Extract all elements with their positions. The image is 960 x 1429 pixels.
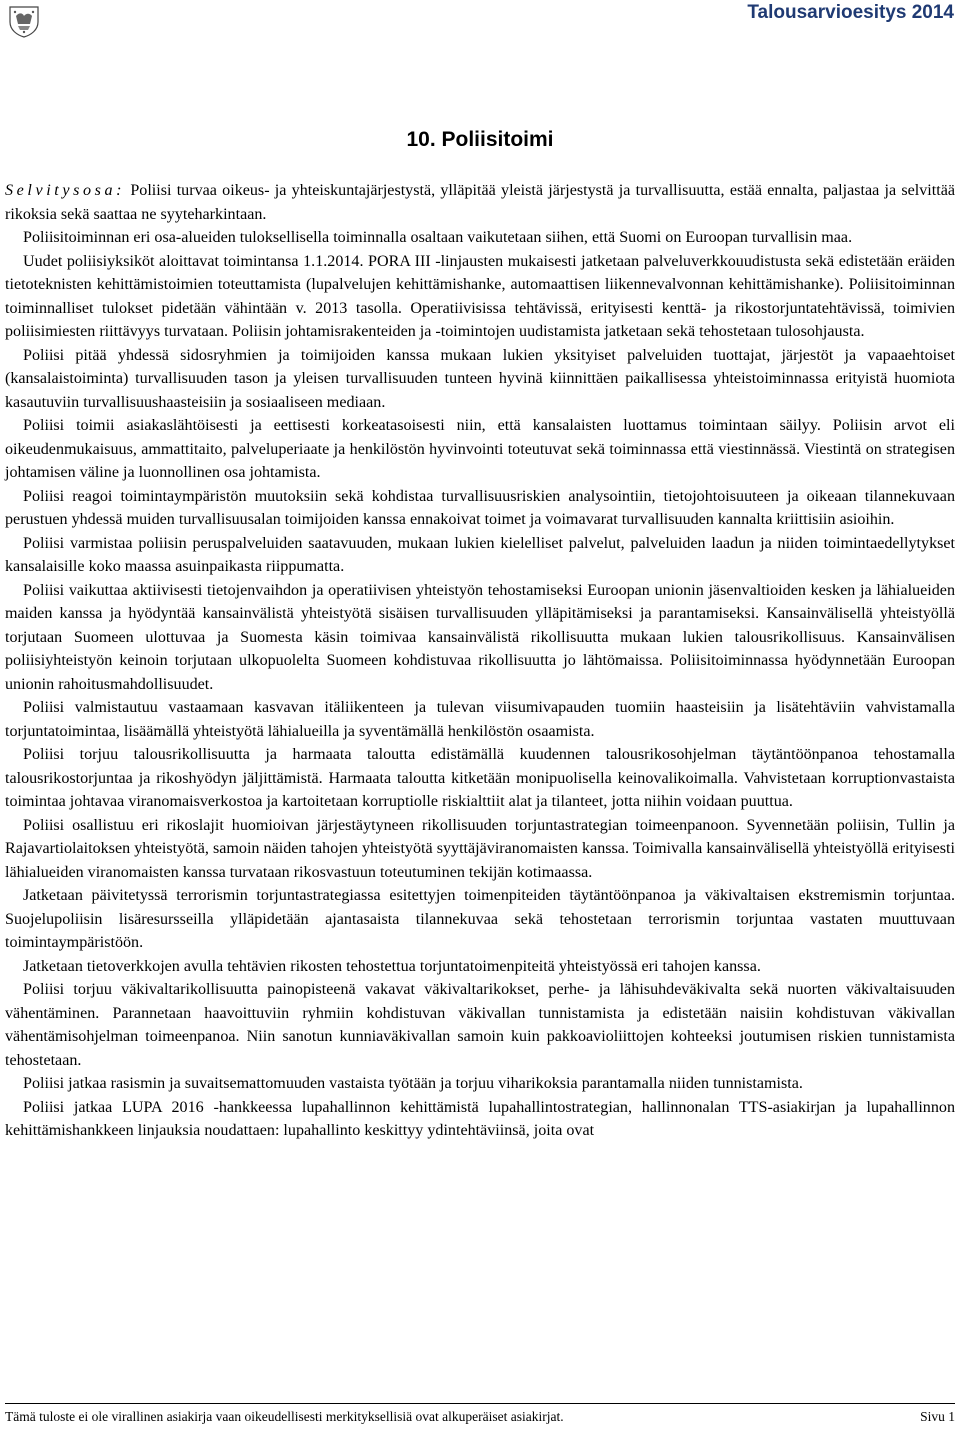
paragraph: Poliisi pitää yhdessä sidosryhmien ja toimijoiden kanssa mukaan lukien yksityiset palveluiden tuottajat, järjestöt ja vapaaehtoiset (kansalaistoiminta) turvallisuuden tason ja yleisen turvallisuuden tunteen hyvinä kiinnittäen paikallisessa yhteistoiminnassa erityistä huomiota kasautuviin turvallisuushaasteisiin ja sosiaaliseen mediaan. (5, 346, 955, 411)
paragraph: Poliisi jatkaa rasismin ja suvaitsemattomuuden vastaista työtään ja torjuu viharikoksia parantamalla niiden tunnistamista. (23, 1075, 803, 1092)
paragraph: Uudet poliisiyksiköt aloittavat toimintansa 1.1.2014. PORA III -linjausten mukaisesti jatketaan palveluverkkouudistusta sekä edistetään eräiden tietoteknisten kehittämistoimien toteuttamista (lupalvelujen kehittämishanke, automaattisen liikennevalvonnan kehittämishanke). Poliisitoiminnan toiminnalliset tulokset pidetään vähintään v. 2013 tasolla. Operatiivisissa tehtävissä, erityisesti kenttä- ja rikostorjuntatehtävissä, toimivien poliisimiesten riittävyys turvataan. Poliisin johtamisrakenteiden ja -toimintojen uudistamista jatketaan sekä tehostetaan tulosohjausta. (5, 252, 955, 340)
intro-paragraph (5, 179, 955, 226)
intro-label: Selvitysosa: (5, 182, 126, 199)
paragraph-text: Poliisi turvaa oikeus- ja yhteiskuntajärjestystä, ylläpitää yleistä järjestystä ja turvallisuutta, estää ennalta, paljastaa ja selvittää rikoksia sekä saattaa ne syyteharkintaan. (5, 182, 955, 223)
page-title: 10. Poliisitoimi (406, 128, 554, 151)
footer-divider (5, 1403, 955, 1404)
header-title: Talousarvioesitys 2014 (747, 2, 954, 23)
paragraph: Poliisi torjuu talousrikollisuutta ja harmaata taloutta edistämällä kuudennen talousrikosohjelman täytäntöönpanoa tehostamalla talousrikostorjuntaa ja rikoshyödyn jäljittämistä. Harmaata taloutta kitketään monipuolisella keinovalikoimalla. Vahvistetaan korruptionvastaista toimintaa johtavaa viranomaisverkostoa ja kartoitetaan korruptiolle riskialttiit alat ja tilanteet, jotta niihin voidaan puuttua. (5, 746, 955, 810)
paragraph: Jatketaan päivitetyssä terrorismin torjuntastrategiassa esitettyjen toimenpiteiden täytäntöönpanoa ja väkivaltaisen ekstremismin torjuntaa. Suojelupoliisin lisäresursseilla ylläpidetään ajantasaista tilannekuvaa sekä tehostetaan terrorismin torjuntaa vastaten muuttuvaan toimintaympäristöön. (5, 887, 955, 951)
paragraph: Poliisi jatkaa LUPA 2016 -hankkeessa lupahallinnon kehittämistä lupahallintostrategian, hallinnonalan TTS-asiakirjan ja lupahallinnon kehittämishankkeen linjauksia noudattaen: lupahallinto keskittyy ydintehtäviinsä, joita ovat (5, 1098, 955, 1139)
paragraph: Poliisi torjuu väkivaltarikollisuutta painopisteenä vakavat väkivaltarikokset, perhe- ja lähisuhdeväkivalta sekä nuorten väkivaltaisuuden vähentäminen. Parannetaan haavoittuviin ryhmiin kohdistuvan väkivallan tunnistamista ja edistetään naisiin kohdistuvan väkivallan vähentämisohjelman toimeenpanoa. Niin sanotun kunniaväkivallan samoin kuin pakkoavioliittojen kohteeksi joutumisen riskien tunnistamista tehostetaan. (5, 981, 955, 1069)
paragraph: Poliisi valmistautuu vastaamaan kasvavan itäliikenteen ja tulevan viisumivapauden tuomiin haasteisiin ja lisätehtäviin vahvistamalla torjuntatoimintaa, lisäämällä yhteistyötä lähialueilla ja syventämällä henkilöstön osaamista. (5, 699, 955, 740)
paragraph: Poliisi reagoi toimintaympäristön muutoksiin sekä kohdistaa turvallisuusriskien analysointiin, tietojohtoisuuteen ja oikeaan tilannekuvaan perustuen yhdessä muiden turvallisuusalan toimijoiden kanssa ennakoivat toimet ja voimavarat turvallisuuden kannalta kriittisiin asioihin. (5, 487, 955, 528)
paragraph: Jatketaan tietoverkkojen avulla tehtävien rikosten tehostettua torjuntatoimenpiteitä yhteistyössä eri tahojen kanssa. (23, 957, 761, 975)
coat-of-arms-icon (6, 4, 42, 38)
footer-disclaimer: Tämä tuloste ei ole virallinen asiakirja vaan oikeudellisesti merkityksellisiä ovat alkuperäiset asiakirjat. (5, 1409, 564, 1424)
paragraph: Poliisi osallistuu eri rikoslajit huomioivan järjestäytyneen rikollisuuden torjuntastrategian toimeenpanoon. Syvennetään poliisin, Tullin ja Rajavartiolaitoksen yhteistyötä, samoin näiden tahojen yhteistyötä syyttäjäviranomaisten kanssa. Toimivalla kansainvälisellä yhteistyöllä erityisesti lähialueiden viranomaisten kanssa turvataan rikosvastuun toteutuminen tekijän kotimaassa. (5, 816, 955, 881)
paragraph: Poliisi varmistaa poliisin peruspalveluiden saatavuuden, mukaan lukien kielelliset palvelut, palveluiden laadun ja niiden toimintaedellytykset kansalaisille koko maassa asuinpaikasta riippumatta. (5, 534, 955, 575)
page-number: Sivu 1 (920, 1409, 955, 1424)
page-footer (5, 1409, 955, 1425)
paragraph: Poliisitoiminnan eri osa-alueiden tuloksellisella toiminnalla osaltaan vaikutetaan siihen, että Suomi on Euroopan turvallisin maa. (23, 229, 853, 246)
paragraph: Poliisi toimii asiakaslähtöisesti ja eettisesti korkeatasoisesti niin, että kansalaisten luottamus toimintaan säilyy. Poliisin arvot eli oikeudenmukaisuus, ammattitaito, palveluperiaate ja henkilöstön hyvinvointi toteutuvat sekä toiminnassa että viestinnässä. Viestintä on strategisen johtamisen väline ja luonnollinen osa johtamista. (5, 417, 955, 481)
document-body (5, 179, 955, 1143)
paragraph: Poliisi vaikuttaa aktiivisesti tietojenvaihdon ja operatiivisen yhteistyön tehostamiseksi Euroopan unionin jäsenvaltioiden kesken ja lähialueiden maiden kanssa ja hyödyntää kansainvälistä yhteistyötä sisäisen turvallisuuden ylläpitämiseksi ja parantamiseksi. Kansainvälisellä yhteistyöllä torjutaan Suomeen ulottuvaa ja Suomesta käsin toimivaa kansainvälistä rikollisuutta mukaan lukien talousrikollisuus. Kansainvälisen poliisiyhteistyön keinoin torjutaan ulkopuolelta Suomeen kohdistuvaa rikollisuutta jo lähtömaissa. Poliisitoiminnassa hyödynnetään Euroopan unionin rahoitusmahdollisuudet. (5, 581, 955, 693)
page-header (0, 0, 960, 40)
